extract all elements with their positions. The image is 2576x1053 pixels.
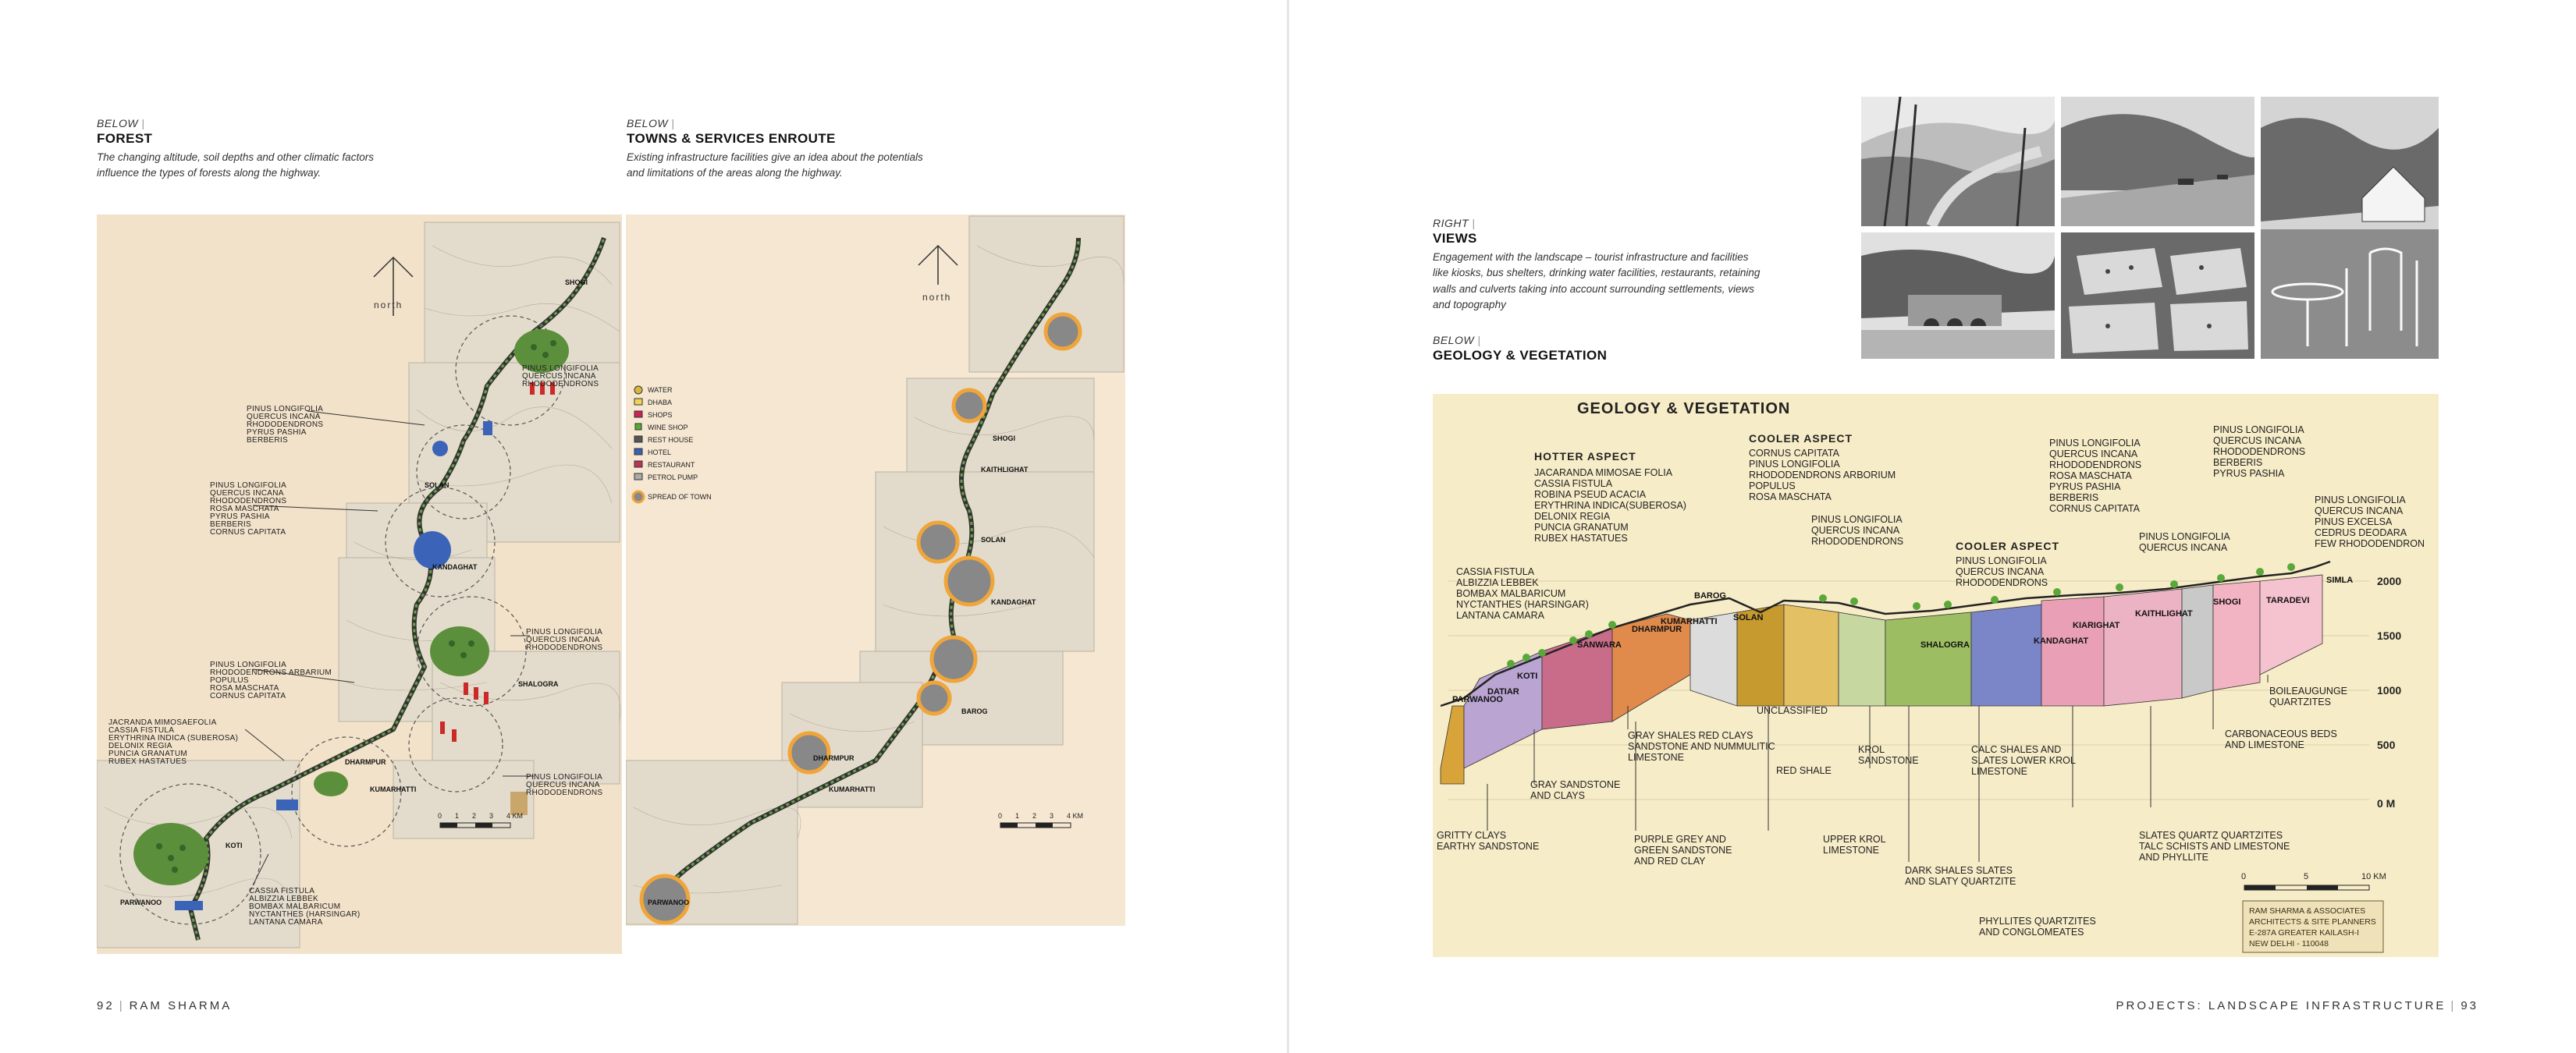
svg-text:500: 500 <box>2377 739 2396 751</box>
svg-text:QUERCUS INCANA: QUERCUS INCANA <box>1956 566 2045 577</box>
place-label: KOTI <box>1517 672 1538 681</box>
svg-text:AND RED CLAY: AND RED CLAY <box>1634 856 1706 867</box>
svg-text:REST HOUSE: REST HOUSE <box>648 436 694 444</box>
svg-text:2: 2 <box>1032 812 1037 820</box>
svg-text:CORNUS CAPITATA: CORNUS CAPITATA <box>2049 503 2140 514</box>
views-title: VIEWS <box>1433 231 1477 246</box>
geology-title: GEOLOGY & VEGETATION <box>1433 348 1608 363</box>
svg-text:POPULUS: POPULUS <box>210 676 249 685</box>
svg-text:EARTHY SANDSTONE: EARTHY SANDSTONE <box>1437 841 1540 852</box>
place-label: TARADEVI <box>2266 596 2310 605</box>
svg-text:ROBINA PSEUD ACACIA: ROBINA PSEUD ACACIA <box>1534 489 1647 500</box>
svg-text:RESTAURANT: RESTAURANT <box>648 461 695 469</box>
svg-text:PINUS LONGIFOLIA: PINUS LONGIFOLIA <box>2049 438 2141 448</box>
svg-text:1000: 1000 <box>2377 684 2402 697</box>
left-page <box>0 0 1287 1053</box>
svg-text:BERBERIS: BERBERIS <box>247 436 288 445</box>
view-photo-highway <box>2061 97 2254 226</box>
svg-text:BERBERIS: BERBERIS <box>2213 457 2263 468</box>
svg-text:PYRUS PASHIA: PYRUS PASHIA <box>2213 468 2285 479</box>
section-name: PROJECTS: LANDSCAPE INFRASTRUCTURE <box>2116 999 2446 1012</box>
svg-text:PYRUS PASHIA: PYRUS PASHIA <box>2049 481 2121 492</box>
place-label: SANWARA <box>1577 640 1622 650</box>
svg-text:ERYTHRINA INDICA (SUBEROSA): ERYTHRINA INDICA (SUBEROSA) <box>108 734 239 743</box>
svg-text:QUERCUS INCANA: QUERCUS INCANA <box>526 781 600 789</box>
svg-text:CORNUS CAPITATA: CORNUS CAPITATA <box>1749 448 1839 459</box>
view-photo-flowerbeds <box>2061 232 2254 359</box>
svg-text:4 KM: 4 KM <box>506 812 524 820</box>
left-folio: 92 | RAM SHARMA <box>97 999 233 1012</box>
town-label: SOLAN <box>981 536 1006 544</box>
svg-text:BERBERIS: BERBERIS <box>210 520 251 529</box>
author-name: RAM SHARMA <box>129 999 233 1012</box>
place-label: PARWANOO <box>1452 695 1503 704</box>
views-desc-line: like kiosks, bus shelters, drinking water facilities, restaurants, retaining <box>1433 267 1761 279</box>
stratum-unclassified: UNCLASSIFIED <box>1757 705 1828 716</box>
svg-text:PUNCIA GRANATUM: PUNCIA GRANATUM <box>108 750 187 758</box>
svg-text:DELONIX REGIA: DELONIX REGIA <box>108 742 172 750</box>
svg-text:PINUS LONGIFOLIA: PINUS LONGIFOLIA <box>2213 424 2304 435</box>
high-species-2 <box>2139 531 2230 553</box>
svg-text:RUBEX HASTATUES: RUBEX HASTATUES <box>108 757 187 766</box>
svg-text:1500: 1500 <box>2377 629 2402 642</box>
forest-species-g <box>526 773 602 797</box>
svg-text:DELONIX REGIA: DELONIX REGIA <box>1534 511 1611 522</box>
svg-text:CASSIA FISTULA: CASSIA FISTULA <box>108 726 175 735</box>
forest-desc-line: influence the types of forests along the highway. <box>97 167 322 179</box>
page-number: 93 <box>2461 999 2478 1012</box>
geology-kicker: BELOW | <box>1433 334 1745 346</box>
svg-text:PYRUS PASHIA: PYRUS PASHIA <box>247 428 307 437</box>
forest-species-a <box>522 364 599 388</box>
svg-text:PETROL PUMP: PETROL PUMP <box>648 473 698 481</box>
forest-caption <box>97 117 425 182</box>
town-label: SOLAN <box>425 481 449 489</box>
views-caption <box>1433 217 1800 313</box>
svg-text:BOMBAX MALBARICUM: BOMBAX MALBARICUM <box>249 902 341 911</box>
svg-text:RHODODENDRONS: RHODODENDRONS <box>2049 459 2142 470</box>
svg-text:RHODODENDRONS: RHODODENDRONS <box>1811 536 1904 547</box>
svg-text:ROSA MASCHATA: ROSA MASCHATA <box>210 505 279 513</box>
svg-text:QUERCUS INCANA: QUERCUS INCANA <box>247 413 321 421</box>
svg-text:QUERCUS INCANA: QUERCUS INCANA <box>522 372 596 381</box>
svg-text:PINUS LONGIFOLIA: PINUS LONGIFOLIA <box>210 661 287 669</box>
place-label: SHOGI <box>2213 597 2241 607</box>
svg-text:RUBEX HASTATUES: RUBEX HASTATUES <box>1534 533 1628 544</box>
forest-title: FOREST <box>97 131 153 146</box>
svg-text:QUERCUS INCANA: QUERCUS INCANA <box>526 636 600 644</box>
place-label: DATIAR <box>1487 687 1519 697</box>
svg-text:NYCTANTHES (HARSINGAR): NYCTANTHES (HARSINGAR) <box>1456 599 1589 610</box>
svg-text:LANTANA CAMARA: LANTANA CAMARA <box>249 918 323 927</box>
svg-text:CORNUS CAPITATA: CORNUS CAPITATA <box>210 528 286 537</box>
town-label: DHARMPUR <box>813 754 855 762</box>
svg-text:PINUS LONGIFOLIA: PINUS LONGIFOLIA <box>1749 459 1840 470</box>
svg-text:RHODODENDRONS: RHODODENDRONS <box>526 789 603 797</box>
forest-desc-line: The changing altitude, soil depths and other climatic factors <box>97 151 374 163</box>
towns-desc-line: Existing infrastructure facilities give an idea about the potentials <box>627 151 923 163</box>
cooler-aspect-heading: COOLER ASPECT <box>1749 432 1853 445</box>
towns-title: TOWNS & SERVICES ENROUTE <box>627 131 836 146</box>
svg-text:BERBERIS: BERBERIS <box>2049 492 2099 503</box>
stratum-dark <box>1905 865 2016 887</box>
town-label: KUMARHATTI <box>370 785 417 793</box>
svg-text:RHODODENDRONS ARBORIUM: RHODODENDRONS ARBORIUM <box>1749 470 1896 480</box>
svg-text:PHYLLITES QUARTZITES: PHYLLITES QUARTZITES <box>1979 916 2096 927</box>
town-label: KAITHLIGHAT <box>981 466 1029 473</box>
svg-text:TALC SCHISTS AND LIMESTONE: TALC SCHISTS AND LIMESTONE <box>2139 841 2290 852</box>
svg-text:PINUS LONGIFOLIA: PINUS LONGIFOLIA <box>1811 514 1903 525</box>
svg-text:0 M: 0 M <box>2377 797 2396 810</box>
cooler-species-2 <box>1956 555 2048 588</box>
high-species-1 <box>2049 438 2141 514</box>
place-label: KIARIGHAT <box>2073 621 2120 630</box>
svg-text:RHODODENDRONS: RHODODENDRONS <box>526 644 603 652</box>
svg-text:GRITTY CLAYS: GRITTY CLAYS <box>1437 830 1507 841</box>
geology-caption <box>1433 334 1745 363</box>
svg-text:PINUS LONGIFOLIA: PINUS LONGIFOLIA <box>1956 555 2047 566</box>
svg-text:AND SLATY QUARTZITE: AND SLATY QUARTZITE <box>1905 876 2016 887</box>
cooler-aspect-heading-2: COOLER ASPECT <box>1956 540 2060 552</box>
view-photo-culvert <box>1861 232 2055 359</box>
svg-text:DHABA: DHABA <box>648 399 673 406</box>
towns-kicker: BELOW | <box>627 117 970 129</box>
drawing-title: GEOLOGY & VEGETATION <box>1577 400 1791 417</box>
svg-text:PINUS LONGIFOLIA: PINUS LONGIFOLIA <box>2139 531 2230 542</box>
svg-text:RHODODENDRONS: RHODODENDRONS <box>247 420 324 429</box>
forest-map <box>97 214 622 954</box>
svg-text:PINUS LONGIFOLIA: PINUS LONGIFOLIA <box>247 405 324 413</box>
svg-text:LIMESTONE: LIMESTONE <box>1628 752 1685 763</box>
forest-species-c <box>210 481 286 537</box>
svg-text:BOILEAUGUNGE: BOILEAUGUNGE <box>2269 686 2348 697</box>
stratum-upper-krol <box>1823 834 1886 856</box>
svg-text:ERYTHRINA INDICA(SUBEROSA): ERYTHRINA INDICA(SUBEROSA) <box>1534 500 1686 511</box>
towns-map <box>626 214 1125 926</box>
svg-text:ALBIZZIA LEBBEK: ALBIZZIA LEBBEK <box>249 895 318 903</box>
town-label: PARWANOO <box>648 899 690 906</box>
town-label: KUMARHATTI <box>829 785 876 793</box>
svg-text:SANDSTONE AND NUMMULITIC: SANDSTONE AND NUMMULITIC <box>1628 741 1775 752</box>
forest-kicker: BELOW | <box>97 117 425 129</box>
svg-text:RHODODENDRONS: RHODODENDRONS <box>1956 577 2048 588</box>
svg-text:2000: 2000 <box>2377 575 2402 587</box>
town-label: SHOGI <box>565 278 588 286</box>
svg-text:AND PHYLLITE: AND PHYLLITE <box>2139 852 2208 863</box>
svg-text:PINUS EXCELSA: PINUS EXCELSA <box>2315 516 2393 527</box>
svg-text:CEDRUS DEODARA: CEDRUS DEODARA <box>2315 527 2407 538</box>
town-label: KANDAGHAT <box>432 563 478 571</box>
svg-text:AND CONGLOMEATES: AND CONGLOMEATES <box>1979 927 2084 938</box>
forest-species-d <box>526 628 602 652</box>
place-label: SIMLA <box>2326 576 2354 585</box>
towns-map-north: north <box>922 292 952 303</box>
svg-text:10 KM: 10 KM <box>2361 872 2386 881</box>
svg-text:QUERCUS INCANA: QUERCUS INCANA <box>2315 505 2404 516</box>
svg-text:ROSA MASCHATA: ROSA MASCHATA <box>2049 470 2132 481</box>
svg-text:PINUS LONGIFOLIA: PINUS LONGIFOLIA <box>526 628 603 636</box>
svg-text:GREEN SANDSTONE: GREEN SANDSTONE <box>1634 845 1732 856</box>
svg-text:0: 0 <box>2241 872 2247 881</box>
svg-text:4 KM: 4 KM <box>1067 812 1084 820</box>
svg-text:KROL: KROL <box>1858 744 1885 755</box>
svg-text:ARCHITECTS & SITE PLANNERS: ARCHITECTS & SITE PLANNERS <box>2249 917 2376 927</box>
views-desc-line: walls and culverts taking into account surrounding settlements, views <box>1433 282 1754 295</box>
svg-text:PURPLE GREY AND: PURPLE GREY AND <box>1634 834 1726 845</box>
hotter-aspect-heading: HOTTER ASPECT <box>1534 450 1636 463</box>
right-folio: PROJECTS: LANDSCAPE INFRASTRUCTURE | 93 <box>2116 999 2478 1012</box>
town-label: PARWANOO <box>120 899 162 906</box>
forest-desc <box>97 150 425 182</box>
svg-text:POPULUS: POPULUS <box>1749 480 1796 491</box>
svg-text:JACARANDA MIMOSAE FOLIA: JACARANDA MIMOSAE FOLIA <box>1534 467 1673 478</box>
svg-text:0: 0 <box>998 812 1003 820</box>
svg-text:WATER: WATER <box>648 386 673 394</box>
svg-text:SLATES LOWER KROL: SLATES LOWER KROL <box>1971 755 2076 766</box>
town-label: SHOGI <box>993 434 1016 442</box>
svg-text:QUERCUS INCANA: QUERCUS INCANA <box>2139 542 2228 553</box>
right-page <box>1289 0 2576 1053</box>
view-photo-restaurant-terrace <box>2261 97 2439 359</box>
towns-caption <box>627 117 970 182</box>
place-label: KANDAGHAT <box>2034 636 2089 646</box>
svg-text:HOTEL: HOTEL <box>648 448 672 456</box>
svg-text:RHODODENDRONS: RHODODENDRONS <box>2213 446 2306 457</box>
view-photo-road-bend <box>1861 97 2055 226</box>
svg-text:3: 3 <box>489 812 494 820</box>
svg-text:0: 0 <box>438 812 442 820</box>
town-label: BAROG <box>961 707 988 715</box>
svg-text:LIMESTONE: LIMESTONE <box>1971 766 2028 777</box>
svg-text:SANDSTONE: SANDSTONE <box>1858 755 1919 766</box>
svg-text:1: 1 <box>1015 812 1020 820</box>
svg-text:SPREAD OF TOWN: SPREAD OF TOWN <box>648 493 712 501</box>
svg-text:PINUS LONGIFOLIA: PINUS LONGIFOLIA <box>210 481 287 490</box>
svg-text:RHODODENDRONS: RHODODENDRONS <box>210 497 287 505</box>
svg-text:QUERCUS INCANA: QUERCUS INCANA <box>1811 525 1900 536</box>
town-label: DHARMPUR <box>345 758 386 766</box>
views-kicker: RIGHT | <box>1433 217 1800 229</box>
svg-text:NYCTANTHES (HARSINGAR): NYCTANTHES (HARSINGAR) <box>249 910 361 919</box>
svg-text:PYRUS PASHIA: PYRUS PASHIA <box>210 512 270 521</box>
svg-text:RHODODENDRONS ARBARIUM: RHODODENDRONS ARBARIUM <box>210 668 332 677</box>
svg-text:QUERCUS INCANA: QUERCUS INCANA <box>2213 435 2302 446</box>
svg-text:WINE SHOP: WINE SHOP <box>648 424 688 431</box>
svg-text:ROSA MASCHATA: ROSA MASCHATA <box>210 684 279 693</box>
mid-species <box>1811 514 1903 547</box>
stratum-phyllites <box>1979 916 2096 938</box>
svg-text:LANTANA CAMARA: LANTANA CAMARA <box>1456 610 1544 621</box>
svg-text:5: 5 <box>2304 872 2309 881</box>
svg-text:3: 3 <box>1050 812 1054 820</box>
svg-text:DARK SHALES SLATES: DARK SHALES SLATES <box>1905 865 2013 876</box>
geology-drawing <box>1433 394 2439 957</box>
svg-text:CORNUS CAPITATA: CORNUS CAPITATA <box>210 692 286 700</box>
svg-text:CASSIA FISTULA: CASSIA FISTULA <box>1456 566 1535 577</box>
place-label: SOLAN <box>1733 613 1764 622</box>
svg-text:CARBONACEOUS BEDS: CARBONACEOUS BEDS <box>2225 729 2337 739</box>
svg-text:AND LIMESTONE: AND LIMESTONE <box>2225 739 2304 750</box>
svg-text:LIMESTONE: LIMESTONE <box>1823 845 1880 856</box>
place-label: KUMARHATTI <box>1661 617 1718 626</box>
svg-text:CASSIA FISTULA: CASSIA FISTULA <box>1534 478 1613 489</box>
svg-text:AND CLAYS: AND CLAYS <box>1530 790 1585 801</box>
page-number: 92 <box>97 999 115 1012</box>
svg-text:CALC SHALES AND: CALC SHALES AND <box>1971 744 2062 755</box>
svg-text:ALBIZZIA LEBBEK: ALBIZZIA LEBBEK <box>1456 577 1539 588</box>
place-label: BAROG <box>1694 591 1726 601</box>
forest-map-north: north <box>374 300 403 310</box>
town-label: KOTI <box>226 842 243 849</box>
svg-text:1: 1 <box>455 812 460 820</box>
place-label: KAITHLIGHAT <box>2135 609 2193 619</box>
svg-text:UPPER KROL: UPPER KROL <box>1823 834 1886 845</box>
place-label: SHALOGRA <box>1920 640 1970 650</box>
svg-text:GRAY SANDSTONE: GRAY SANDSTONE <box>1530 779 1621 790</box>
svg-text:FEW RHODODENDRON: FEW RHODODENDRON <box>2315 538 2425 549</box>
architect-stamp <box>2243 901 2383 952</box>
svg-text:PUNCIA GRANATUM: PUNCIA GRANATUM <box>1534 522 1629 533</box>
town-label: SHALOGRA <box>518 680 559 688</box>
svg-text:E-287A GREATER KAILASH-I: E-287A GREATER KAILASH-I <box>2249 928 2360 938</box>
svg-text:QUERCUS INCANA: QUERCUS INCANA <box>210 489 284 498</box>
svg-text:2: 2 <box>472 812 477 820</box>
svg-text:NEW DELHI - 110048: NEW DELHI - 110048 <box>2249 939 2329 948</box>
svg-text:PINUS LONGIFOLIA: PINUS LONGIFOLIA <box>526 773 603 782</box>
svg-text:JACRANDA MIMOSAEFOLIA: JACRANDA MIMOSAEFOLIA <box>108 718 217 727</box>
svg-text:BOMBAX MALBARICUM: BOMBAX MALBARICUM <box>1456 588 1566 599</box>
stratum-red-shale: RED SHALE <box>1776 765 1832 776</box>
svg-text:RHODODENDRONS: RHODODENDRONS <box>522 380 599 388</box>
svg-text:QUERCUS INCANA: QUERCUS INCANA <box>2049 448 2138 459</box>
svg-text:PINUS LONGIFOLIA: PINUS LONGIFOLIA <box>2315 495 2406 505</box>
towns-desc-line: and limitations of the areas along the highway. <box>627 167 843 179</box>
svg-text:QUARTZITES: QUARTZITES <box>2269 697 2331 707</box>
svg-text:ROSA MASCHATA: ROSA MASCHATA <box>1749 491 1832 502</box>
svg-text:RAM SHARMA & ASSOCIATES: RAM SHARMA & ASSOCIATES <box>2249 906 2366 916</box>
place-label: DHARMPUR <box>1632 625 1682 634</box>
svg-text:CASSIA FISTULA: CASSIA FISTULA <box>249 887 315 895</box>
svg-text:PINUS LONGIFOLIA: PINUS LONGIFOLIA <box>522 364 599 373</box>
svg-text:SLATES QUARTZ QUARTZITES: SLATES QUARTZ QUARTZITES <box>2139 830 2283 841</box>
views-desc-line: and topography <box>1433 298 1506 310</box>
views-desc-line: Engagement with the landscape – tourist infrastructure and facilities <box>1433 251 1749 263</box>
town-label: KANDAGHAT <box>991 598 1036 606</box>
towns-desc <box>627 150 970 182</box>
views-desc <box>1433 250 1800 313</box>
svg-text:SHOPS: SHOPS <box>648 411 673 419</box>
svg-text:GRAY SHALES RED CLAYS: GRAY SHALES RED CLAYS <box>1628 730 1753 741</box>
